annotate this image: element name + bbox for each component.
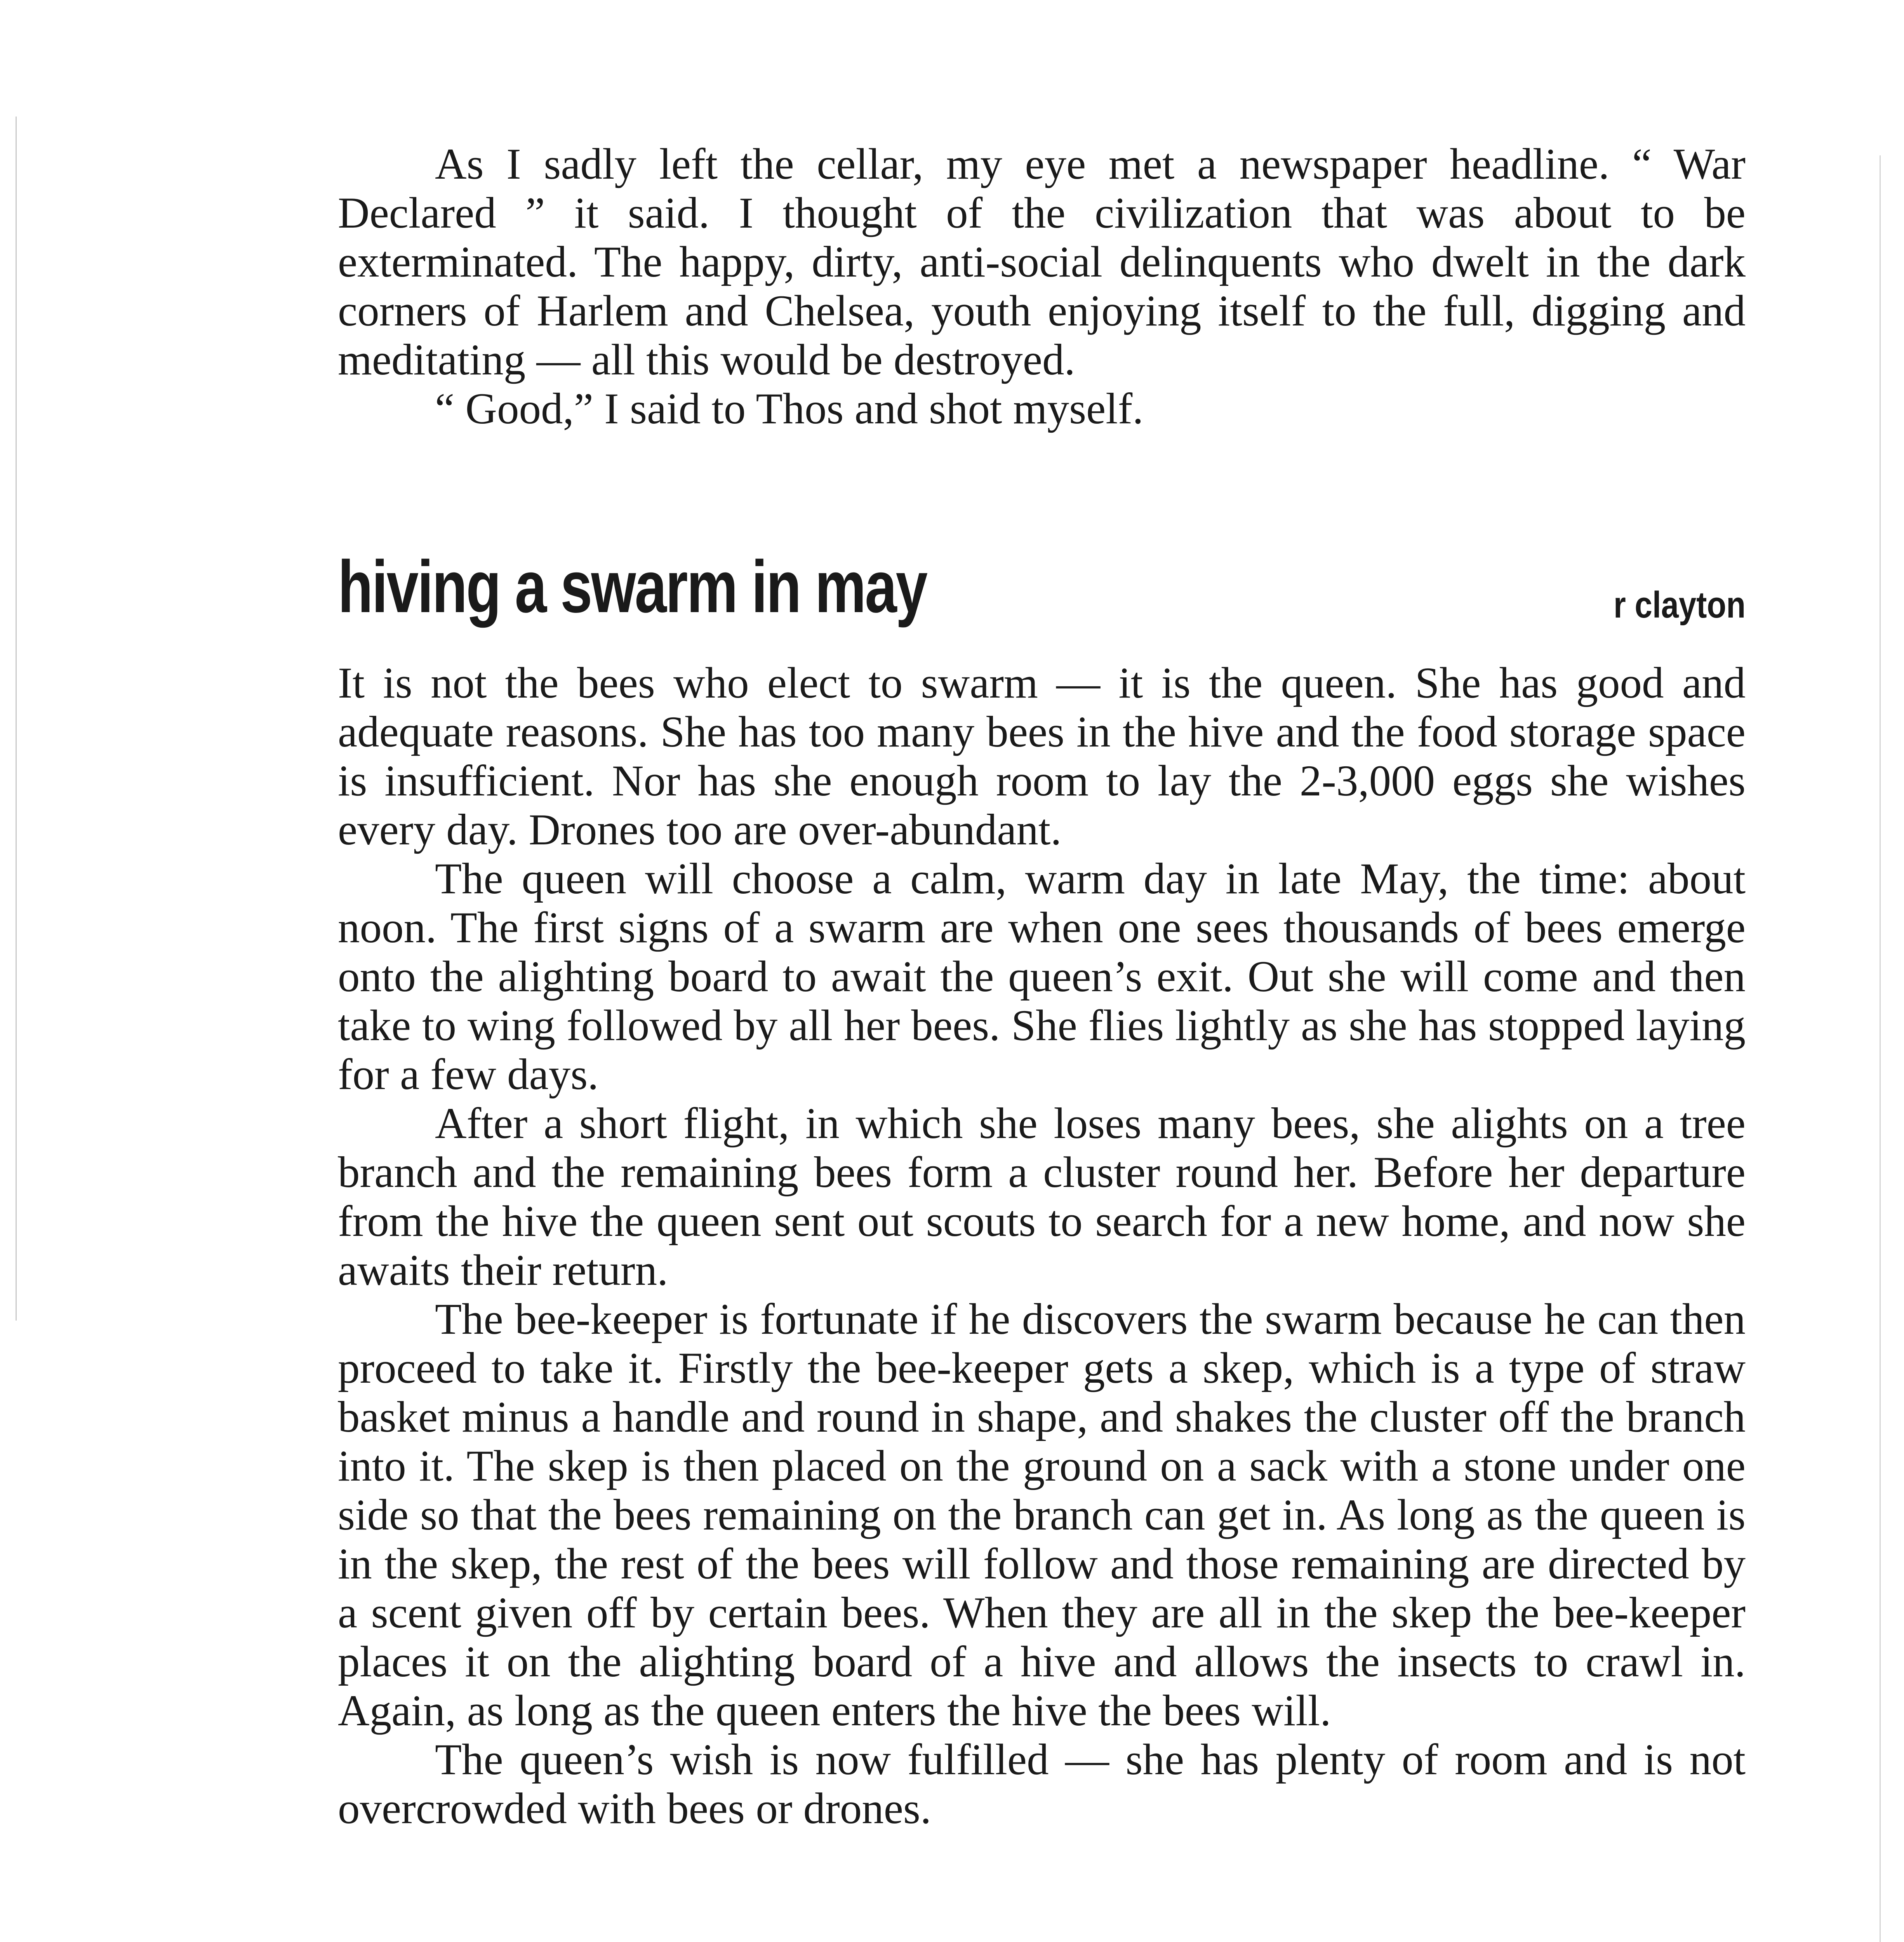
article-swarm-author: r clayton: [1613, 584, 1746, 626]
intro-paragraph-2: “ Good,” I said to Thos and shot myself.: [435, 385, 1144, 433]
article-swarm-title: hiving a swarm in may: [338, 546, 927, 628]
scan-edge-left: [16, 117, 17, 1321]
intro-section: [338, 140, 1746, 433]
article-swarm-paragraph-1: It is not the bees who elect to swarm — it is the queen. She has good and adequate reasons. She has too many bees in the hive and the food storage space is insufficient. Nor has she enough room to lay the 2-3,000 eggs she wishes every day. Drones too are over-abundant.: [338, 659, 1746, 854]
text-column: [338, 140, 1746, 1942]
article-swarm-paragraph-5: The queen’s wish is now fulfilled — she has plenty of room and is not overcrowded with bees or drones.: [338, 1735, 1746, 1833]
section-gap: [338, 433, 1746, 550]
article-swarm: [338, 546, 1746, 1833]
scan-edge-right: [1880, 155, 1881, 1942]
section-gap: [338, 1833, 1746, 1942]
intro-paragraph-1: As I sadly left the cellar, my eye met a newspaper headline. “ War Declared ” it said. I thought of the civilization that was about to be exterminated. The happy, dirty, anti-social delinquents who dwelt in the dark corners of Harlem and Chelsea, youth enjoying itself to the full, digging and meditating — all this would be destroyed.: [338, 140, 1746, 384]
article-swarm-paragraph-2: The queen will choose a calm, warm day in late May, the time: about noon. The first signs of a swarm are when one sees thousands of bees emerge onto the alighting board to await the queen’s exit. Out she will come and then take to wing followed by all her bees. She flies lightly as she has stopped laying for a few days.: [338, 854, 1746, 1099]
article-swarm-paragraph-4: The bee-keeper is fortunate if he discovers the swarm because he can then proceed to take it. Firstly the bee-keeper gets a skep, which is a type of straw basket minus a handle and round in shape, and shakes the cluster off the branch into it. The skep is then placed on the ground on a sack with a stone under one side so that the bees remaining on the branch can get in. As long as the queen is in the skep, the rest of the bees will follow and those remaining are directed by a scent given off by certain bees. When they are all in the skep the bee-keeper places it on the alighting board of a hive and allows the insects to crawl in. Again, as long as the queen enters the hive the bees will.: [338, 1295, 1746, 1735]
article-swarm-header: [338, 546, 1746, 628]
article-swarm-paragraph-3: After a short flight, in which she loses many bees, she alights on a tree branch and the remaining bees form a cluster round her. Before her departure from the hive the queen sent out scouts to search for a new home, and now she awaits their return.: [338, 1099, 1746, 1295]
